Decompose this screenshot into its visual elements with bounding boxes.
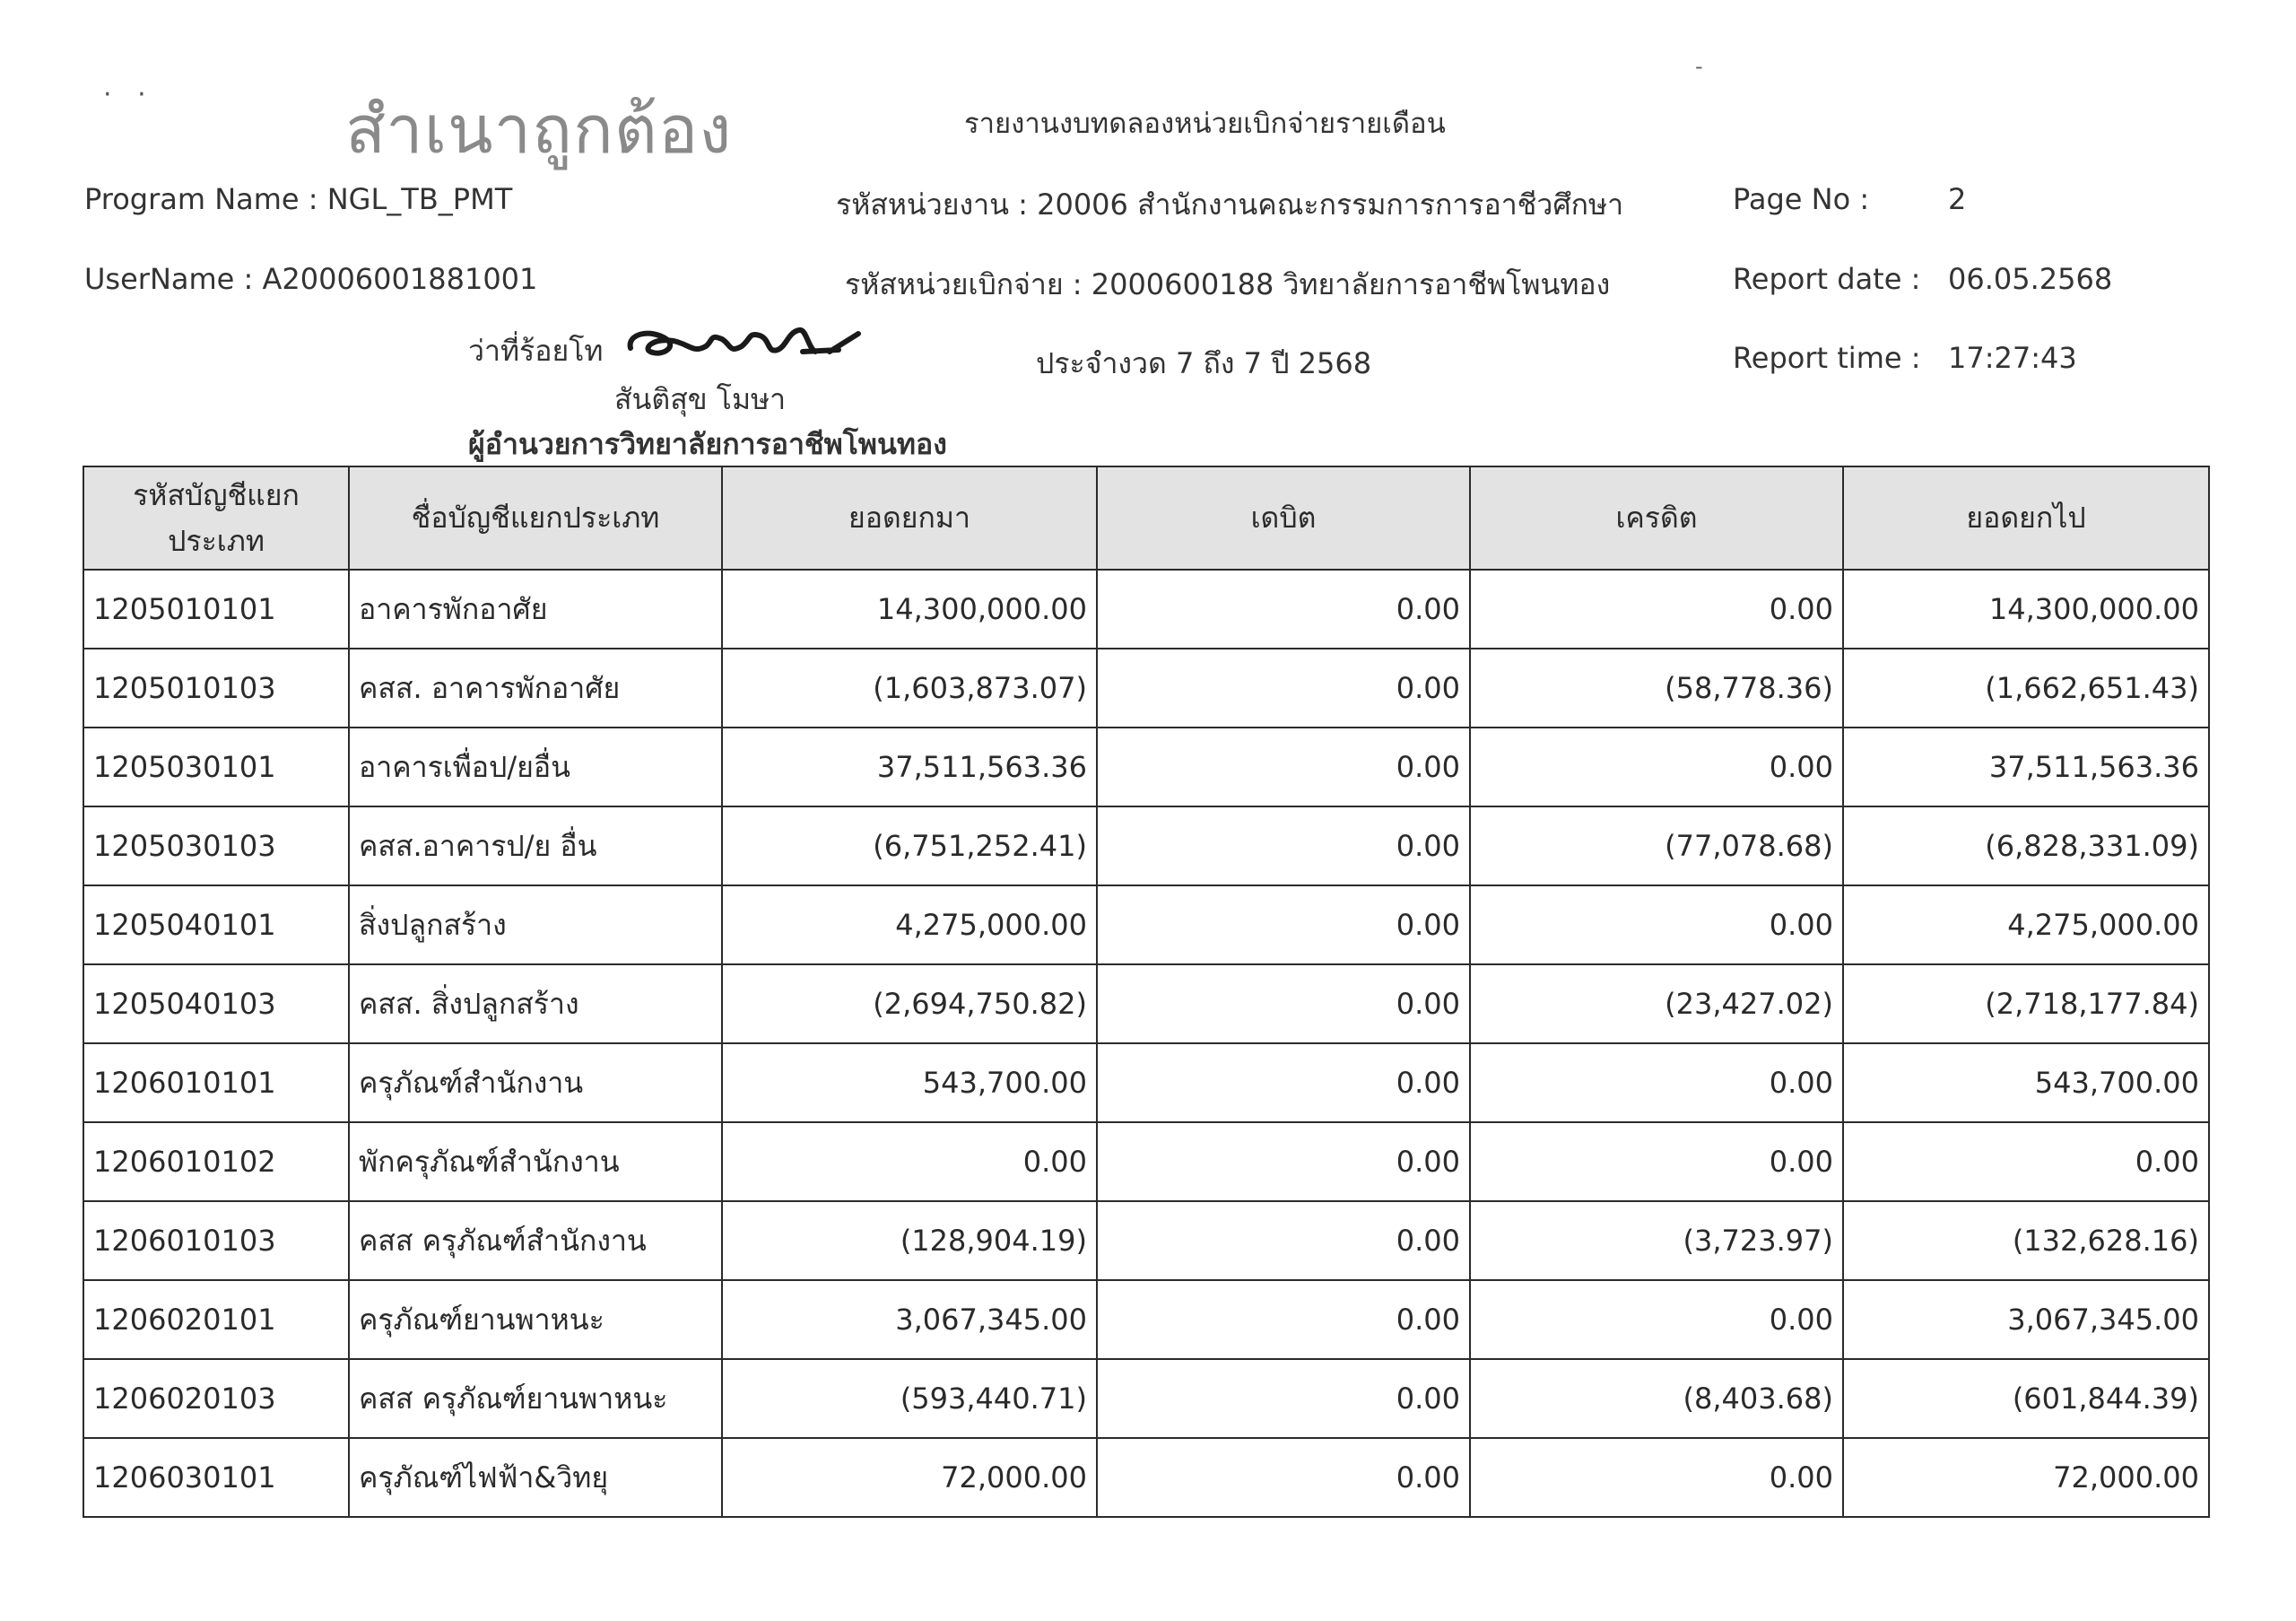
brought-forward: 37,511,563.36 bbox=[722, 728, 1097, 806]
credit: 0.00 bbox=[1470, 1280, 1843, 1359]
brought-forward: 72,000.00 bbox=[722, 1438, 1097, 1517]
carried-forward: 3,067,345.00 bbox=[1843, 1280, 2209, 1359]
table-header-row bbox=[83, 466, 2209, 570]
debit: 0.00 bbox=[1097, 806, 1470, 885]
scan-speck: · · bbox=[103, 79, 146, 110]
account-name: อาคารพักอาศัย bbox=[349, 570, 722, 649]
carried-forward: 543,700.00 bbox=[1843, 1043, 2209, 1122]
certified-copy-stamp: สำเนาถูกต้อง bbox=[345, 92, 733, 169]
disbursing-unit: รหัสหน่วยเบิกจ่าย : 2000600188 วิทยาลัยการอาชีพโพนทอง bbox=[845, 267, 1611, 301]
account-name: พักครุภัณฑ์สำนักงาน bbox=[349, 1122, 722, 1201]
account-code: 1205010101 bbox=[83, 570, 349, 649]
debit: 0.00 bbox=[1097, 885, 1470, 964]
scan-speck: - bbox=[1695, 54, 1703, 79]
signer-rank: ว่าที่ร้อยโท bbox=[468, 334, 604, 368]
debit: 0.00 bbox=[1097, 1201, 1470, 1280]
table-row bbox=[83, 885, 2209, 964]
trial-balance-table bbox=[83, 466, 2208, 1518]
debit: 0.00 bbox=[1097, 649, 1470, 728]
header-credit: เครดิต bbox=[1470, 466, 1843, 570]
table-row bbox=[83, 1280, 2209, 1359]
account-name: ครุภัณฑ์ยานพาหนะ bbox=[349, 1280, 722, 1359]
table-row bbox=[83, 1122, 2209, 1201]
brought-forward: (128,904.19) bbox=[722, 1201, 1097, 1280]
table-row bbox=[83, 1043, 2209, 1122]
header-debit: เดบิต bbox=[1097, 466, 1470, 570]
debit: 0.00 bbox=[1097, 1359, 1470, 1438]
account-name: สิ่งปลูกสร้าง bbox=[349, 885, 722, 964]
signer-position: ผู้อำนวยการวิทยาลัยการอาชีพโพนทอง bbox=[468, 427, 947, 461]
report-date-label: Report date : bbox=[1733, 262, 1921, 296]
credit: (8,403.68) bbox=[1470, 1359, 1843, 1438]
report-date-value: 06.05.2568 bbox=[1948, 262, 2113, 296]
carried-forward: 72,000.00 bbox=[1843, 1438, 2209, 1517]
page-no-label: Page No : bbox=[1733, 182, 1870, 216]
credit: 0.00 bbox=[1470, 1438, 1843, 1517]
debit: 0.00 bbox=[1097, 570, 1470, 649]
credit: 0.00 bbox=[1470, 885, 1843, 964]
account-code: 1206010102 bbox=[83, 1122, 349, 1201]
brought-forward: 4,275,000.00 bbox=[722, 885, 1097, 964]
carried-forward: (132,628.16) bbox=[1843, 1201, 2209, 1280]
report-period: ประจำงวด 7 ถึง 7 ปี 2568 bbox=[1036, 346, 1372, 380]
account-code: 1206010103 bbox=[83, 1201, 349, 1280]
account-code: 1206020103 bbox=[83, 1359, 349, 1438]
credit: 0.00 bbox=[1470, 570, 1843, 649]
brought-forward: 3,067,345.00 bbox=[722, 1280, 1097, 1359]
header-brought-forward: ยอดยกมา bbox=[722, 466, 1097, 570]
table-row bbox=[83, 728, 2209, 806]
table-row bbox=[83, 1201, 2209, 1280]
account-name: ครุภัณฑ์สำนักงาน bbox=[349, 1043, 722, 1122]
account-name: คสส. อาคารพักอาศัย bbox=[349, 649, 722, 728]
agency-code: รหัสหน่วยงาน : 20006 สำนักงานคณะกรรมการการอาชีวศึกษา bbox=[836, 187, 1624, 222]
report-time-label: Report time : bbox=[1733, 341, 1921, 375]
account-code: 1205040103 bbox=[83, 964, 349, 1043]
credit: 0.00 bbox=[1470, 1043, 1843, 1122]
brought-forward: (6,751,252.41) bbox=[722, 806, 1097, 885]
credit: 0.00 bbox=[1470, 1122, 1843, 1201]
brought-forward: 543,700.00 bbox=[722, 1043, 1097, 1122]
account-code: 1205010103 bbox=[83, 649, 349, 728]
credit: 0.00 bbox=[1470, 728, 1843, 806]
table-row bbox=[83, 964, 2209, 1043]
account-name: คสส.อาคารป/ย อื่น bbox=[349, 806, 722, 885]
account-name: ครุภัณฑ์ไฟฟ้า&วิทยุ bbox=[349, 1438, 722, 1517]
account-name: อาคารเพื่อป/ยอื่น bbox=[349, 728, 722, 806]
header-account-name: ชื่อบัญชีแยกประเภท bbox=[349, 466, 722, 570]
page-no-value: 2 bbox=[1948, 182, 1967, 216]
debit: 0.00 bbox=[1097, 728, 1470, 806]
debit: 0.00 bbox=[1097, 964, 1470, 1043]
account-code: 1205030103 bbox=[83, 806, 349, 885]
brought-forward: (1,603,873.07) bbox=[722, 649, 1097, 728]
account-code: 1206030101 bbox=[83, 1438, 349, 1517]
table-row bbox=[83, 570, 2209, 649]
account-code: 1206010101 bbox=[83, 1043, 349, 1122]
carried-forward: (6,828,331.09) bbox=[1843, 806, 2209, 885]
header-account-code: รหัสบัญชีแยกประเภท bbox=[83, 466, 349, 570]
account-name: คสส. สิ่งปลูกสร้าง bbox=[349, 964, 722, 1043]
credit: (3,723.97) bbox=[1470, 1201, 1843, 1280]
carried-forward: 37,511,563.36 bbox=[1843, 728, 2209, 806]
brought-forward: 14,300,000.00 bbox=[722, 570, 1097, 649]
carried-forward: (1,662,651.43) bbox=[1843, 649, 2209, 728]
report-time-value: 17:27:43 bbox=[1948, 341, 2077, 375]
credit: (77,078.68) bbox=[1470, 806, 1843, 885]
table-row bbox=[83, 1438, 2209, 1517]
carried-forward: 14,300,000.00 bbox=[1843, 570, 2209, 649]
brought-forward: 0.00 bbox=[722, 1122, 1097, 1201]
debit: 0.00 bbox=[1097, 1280, 1470, 1359]
debit: 0.00 bbox=[1097, 1122, 1470, 1201]
brought-forward: (2,694,750.82) bbox=[722, 964, 1097, 1043]
account-code: 1205040101 bbox=[83, 885, 349, 964]
report-title: รายงานงบทดลองหน่วยเบิกจ่ายรายเดือน bbox=[964, 108, 1446, 140]
credit: (58,778.36) bbox=[1470, 649, 1843, 728]
account-code: 1205030101 bbox=[83, 728, 349, 806]
carried-forward: 4,275,000.00 bbox=[1843, 885, 2209, 964]
table-row bbox=[83, 1359, 2209, 1438]
brought-forward: (593,440.71) bbox=[722, 1359, 1097, 1438]
account-name: คสส ครุภัณฑ์ยานพาหนะ bbox=[349, 1359, 722, 1438]
carried-forward: (601,844.39) bbox=[1843, 1359, 2209, 1438]
handwritten-signature bbox=[623, 316, 874, 370]
table-row bbox=[83, 649, 2209, 728]
debit: 0.00 bbox=[1097, 1043, 1470, 1122]
carried-forward: (2,718,177.84) bbox=[1843, 964, 2209, 1043]
account-code: 1206020101 bbox=[83, 1280, 349, 1359]
user-name: UserName : A20006001881001 bbox=[84, 262, 538, 296]
header-carried-forward: ยอดยกไป bbox=[1843, 466, 2209, 570]
carried-forward: 0.00 bbox=[1843, 1122, 2209, 1201]
program-name: Program Name : NGL_TB_PMT bbox=[84, 182, 513, 216]
credit: (23,427.02) bbox=[1470, 964, 1843, 1043]
table-row bbox=[83, 806, 2209, 885]
account-name: คสส ครุภัณฑ์สำนักงาน bbox=[349, 1201, 722, 1280]
debit: 0.00 bbox=[1097, 1438, 1470, 1517]
signer-name: สันติสุข โมษา bbox=[614, 382, 787, 416]
